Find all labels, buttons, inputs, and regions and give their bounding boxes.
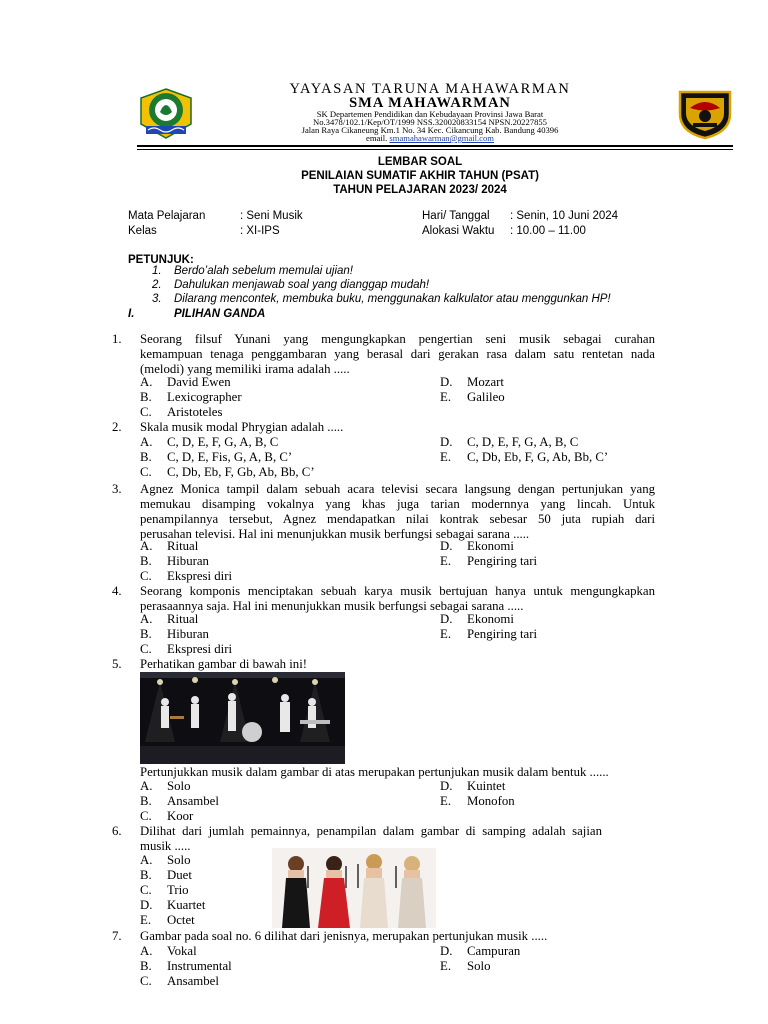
question-line: musik ..... [140, 839, 191, 853]
letterhead-rule-thin [137, 149, 733, 150]
question-line: Pertunjukkan musik dalam gambar di atas merupakan pertunjukan musik dalam bentuk ...... [140, 765, 609, 779]
question-line: penampilannya tersebut, Agnez mendapatkan nilai kontrak sebesar 50 juta rupiah dari [140, 512, 655, 526]
instruction-text: Dilarang mencontek, membuka buku, menggunakan kalkulator atau menggunkan HP! [174, 293, 611, 305]
singers-image [272, 848, 436, 928]
date-value: : Senin, 10 Juni 2024 [510, 210, 619, 222]
time-label: Alokasi Waktu [422, 225, 495, 237]
answer-option[interactable]: E. Octet [140, 913, 195, 927]
answer-option[interactable]: B. Hiburan [140, 627, 209, 641]
question-line: Agnez Monica tampil dalam sebuah acara televisi secara langsung dengan pertunjukan yang [140, 482, 655, 496]
answer-option[interactable]: B. Duet [140, 868, 192, 882]
answer-option[interactable]: E. Pengiring tari [440, 627, 538, 641]
answer-option[interactable]: D. Ekonomi [440, 539, 514, 553]
question-number: 1. [112, 332, 122, 346]
date-label: Hari/ Tanggal [422, 210, 490, 222]
document-title: LEMBAR SOAL [377, 156, 463, 168]
answer-option[interactable]: A. C, D, E, F, G, A, B, C [140, 435, 279, 449]
answer-option[interactable]: D. Campuran [440, 944, 521, 958]
subject-value: : Seni Musik [240, 210, 303, 222]
question-line: kemampuan tenaga penggambaran yang berasal dari gerakan rasa dalam satu rentetan nada [140, 347, 655, 361]
band-performance-image [140, 672, 345, 764]
answer-option[interactable]: C. C, Db, Eb, F, Gb, Ab, Bb, C’ [140, 465, 315, 479]
question-text [140, 332, 655, 377]
school-name: SMA MAHAWARMAN [349, 95, 511, 111]
assessment-title: PENILAIAN SUMATIF AKHIR TAHUN (PSAT) [301, 170, 539, 182]
email-line [200, 134, 660, 143]
email-link[interactable]: smamahawarman@gmail.com [389, 133, 494, 143]
answer-option[interactable]: B. Instrumental [140, 959, 232, 973]
question-number: 7. [112, 929, 122, 943]
answer-option[interactable]: B. Lexicographer [140, 390, 242, 404]
question-text [140, 482, 655, 542]
question-text [140, 765, 655, 780]
instructions-heading: PETUNJUK: [128, 254, 194, 266]
answer-option[interactable]: D. C, D, E, F, G, A, B, C [440, 435, 579, 449]
answer-option[interactable]: A. Ritual [140, 539, 199, 553]
foundation-name: YAYASAN TARUNA MAHAWARMAN [289, 81, 571, 97]
answer-option[interactable]: C. Ansambel [140, 974, 219, 988]
question-text [140, 929, 655, 944]
answer-option[interactable]: C. Ekspresi diri [140, 642, 233, 656]
answer-option[interactable]: E. Pengiring tari [440, 554, 538, 568]
instruction-number: 1. [152, 265, 162, 277]
address-line: Jalan Raya Cikaneung Km.1 No. 34 Kec. Cikancung Kab. Bandung 40396 [301, 125, 559, 135]
answer-option[interactable]: A. Vokal [140, 944, 197, 958]
instruction-number: 3. [152, 293, 162, 305]
question-text [140, 657, 655, 672]
answer-option[interactable]: C. Aristoteles [140, 405, 223, 419]
instruction-number: 2. [152, 279, 162, 291]
question-number: 5. [112, 657, 122, 671]
school-crest-logo [676, 86, 734, 140]
question-line: perasaannya saja. Hal ini menunjukkan musik berfungsi sebagai sarana ..... [140, 599, 524, 613]
question-line: Seorang komponis menciptakan sebuah karya musik bertujuan hanya untuk mengungkapkan [140, 584, 655, 598]
answer-option[interactable]: E. Monofon [440, 794, 515, 808]
answer-option[interactable]: A. Solo [140, 853, 191, 867]
answer-option[interactable]: A. Solo [140, 779, 191, 793]
answer-option[interactable]: D. Kuartet [140, 898, 206, 912]
class-label: Kelas [128, 225, 157, 237]
answer-option[interactable]: C. Trio [140, 883, 189, 897]
section-title: PILIHAN GANDA [174, 308, 266, 320]
question-text [140, 420, 655, 435]
section-number: I. [128, 308, 135, 320]
answer-option[interactable]: A. Ritual [140, 612, 199, 626]
department-emblem-logo [136, 88, 196, 140]
answer-option[interactable]: C. Ekspresi diri [140, 569, 233, 583]
answer-option[interactable]: E. Solo [440, 959, 491, 973]
subject-label: Mata Pelajaran [128, 210, 206, 222]
answer-option[interactable]: E. C, Db, Eb, F, G, Ab, Bb, C’ [440, 450, 609, 464]
answer-option[interactable]: C. Koor [140, 809, 194, 823]
answer-option[interactable]: A. David Ewen [140, 375, 231, 389]
instruction-text: Berdo’alah sebelum memulai ujian! [174, 265, 353, 277]
question-number: 6. [112, 824, 122, 838]
instruction-text: Dahulukan menjawab soal yang dianggap mudah! [174, 279, 430, 291]
answer-option[interactable]: E. Galileo [440, 390, 505, 404]
answer-option[interactable]: B. C, D, E, Fis, G, A, B, C’ [140, 450, 293, 464]
question-line: Dilihat dari jumlah pemainnya, penampilan dalam gambar di samping adalah sajian [140, 824, 602, 838]
question-number: 2. [112, 420, 122, 434]
academic-year: TAHUN PELAJARAN 2023/ 2024 [333, 184, 507, 196]
question-number: 3. [112, 482, 122, 496]
question-line: memukau disamping vokalnya yang khas juga tarian modernnya yang lincah. Untuk [140, 497, 655, 511]
registration-line: No.3478/102.1/Kep/OT/1999 NSS.320020833154 NPSN.20227855 [313, 117, 547, 127]
question-line: perusahan televisi. Hal ini menunjukkan musik berfungsi sebagai sarana ..... [140, 527, 530, 541]
question-line: Skala musik modal Phrygian adalah ..... [140, 420, 344, 434]
question-line: Gambar pada soal no. 6 dilihat dari jenisnya, merupakan pertunjukan musik ..... [140, 929, 548, 943]
answer-option[interactable]: B. Hiburan [140, 554, 209, 568]
answer-option[interactable]: D. Kuintet [440, 779, 506, 793]
answer-option[interactable]: D. Ekonomi [440, 612, 514, 626]
question-line: Perhatikan gambar di bawah ini! [140, 657, 308, 671]
question-number: 4. [112, 584, 122, 598]
question-line: Seorang filsuf Yunani yang mengungkapkan pengertian seni musik sebagai curahan [140, 332, 655, 346]
answer-option[interactable]: D. Mozart [440, 375, 504, 389]
question-text [140, 584, 655, 614]
question-line: (melodi) yang memiliki irama adalah ..... [140, 362, 350, 376]
class-value: : XI-IPS [240, 225, 280, 237]
email-label: email. [366, 133, 388, 143]
decree-line: SK Departemen Pendidikan dan Kebudayaan Provinsi Jawa Barat [316, 109, 544, 119]
answer-option[interactable]: B. Ansambel [140, 794, 219, 808]
letterhead-rule-thick [137, 145, 733, 147]
time-value: : 10.00 – 11.00 [510, 225, 586, 237]
